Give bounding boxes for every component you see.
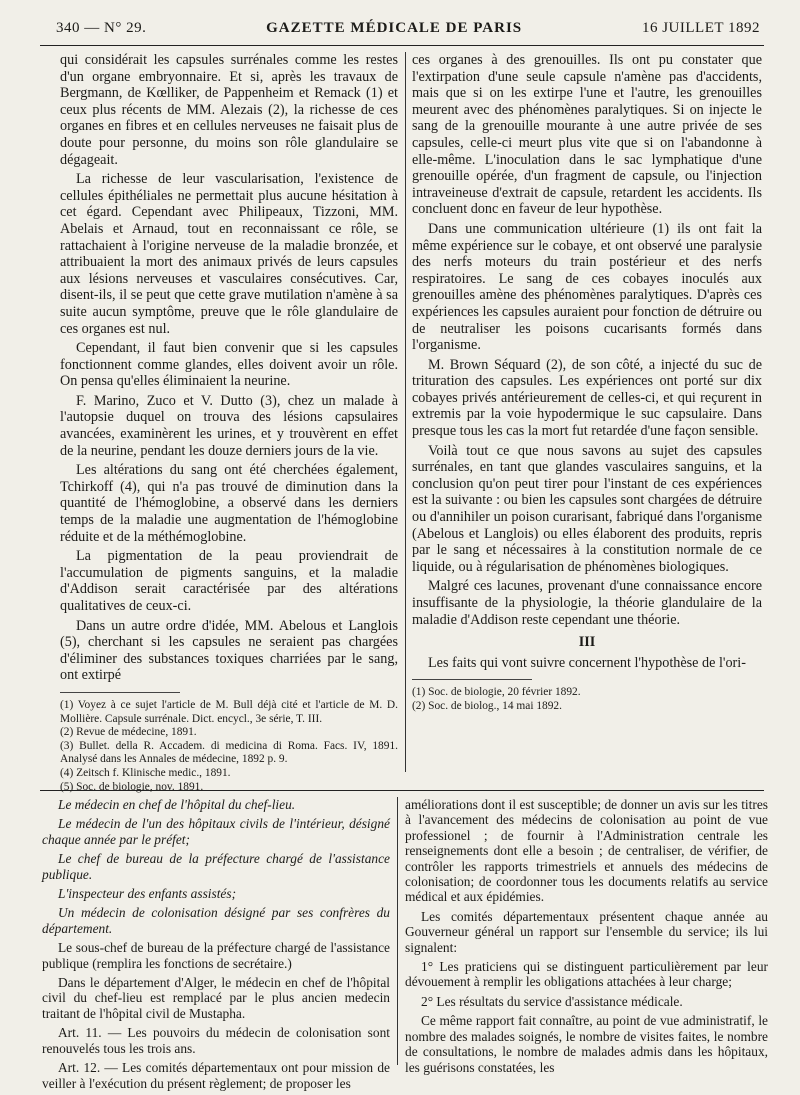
- paragraph: Le sous-chef de bureau de la préfecture chargé de l'assistance publique (remplira les fonctions de secrétaire.): [42, 940, 390, 971]
- lower-left-column: [42, 797, 390, 1095]
- header-rule: [40, 45, 764, 46]
- paragraph: Les faits qui vont suivre concernent l'hypothèse de l'ori-: [428, 654, 746, 671]
- paragraph: Le chef de bureau de la préfecture chargé de l'assistance publique.: [42, 851, 390, 882]
- paragraph: L'inspecteur des enfants assistés;: [58, 886, 237, 902]
- footnote: (1) Soc. de biologie, 20 février 1892.: [412, 686, 581, 699]
- page-header: [56, 20, 760, 42]
- paragraph: M. Brown Séquard (2), de son côté, a injecté du suc de trituration des capsules. Les expériences ont porté sur dix cobayes privés antérieurement de celles-ci, et qui reçurent in extremis par la voie hypodermique le suc capsulaire. Dans presque tous les cas la mort fut retardée d'une façon sensible.: [412, 356, 762, 440]
- footnote: (4) Zeitsch f. Klinische medic., 1891.: [60, 766, 231, 779]
- paragraph: Les altérations du sang ont été cherchées également, Tchirkoff (4), qui n'a pas trouvé de diminution dans la quantité de l'hémoglobine, a observé dans les derniers temps de la maladie une augmentation de l'hémoglobine réduite et de la méthémoglobine.: [60, 462, 398, 545]
- paragraph: Dans le département d'Alger, le médecin en chef de l'hôpital civil du chef-lieu est remplacé par le plus ancien medecin traitant de l'hôpital civil de Mustapha.: [42, 975, 390, 1021]
- paragraph: Art. 11. — Les pouvoirs du médecin de colonisation sont renouvelés tous les trois ans.: [42, 1025, 390, 1056]
- paragraph: 2° Les résultats du service d'assistance médicale.: [421, 993, 683, 1009]
- paragraph: Le médecin de l'un des hôpitaux civils de l'intérieur, désigné chaque année par le préfet;: [42, 816, 390, 847]
- paragraph: Un médecin de colonisation désigné par ses confrères du département.: [42, 905, 390, 936]
- section-numeral: III: [578, 634, 596, 651]
- footnote: (2) Soc. de biolog., 14 mai 1892.: [412, 699, 562, 712]
- page-number: 340 — N° 29.: [56, 20, 147, 36]
- paragraph: qui considérait les capsules surrénales comme les restes d'un organe embryonnaire. Et si, après les travaux de Bergmann, de Kœlliker, de Pappenheim et Remack (1) et ceux plus récents de MM. Alezais (2), la richesse de ces organes en fibres et en cellules nerveuses ne faisait plus de doute pour personne, du moins son rôle glandulaire se dégageait.: [60, 52, 398, 168]
- footnote-rule: [412, 679, 532, 680]
- paragraph: F. Marino, Zuco et V. Dutto (3), chez un malade à l'autopsie duquel on trouva des lésions capsulaires avancées, examinèrent les urines, et y trouvèrent en effet de la neurine, pendant les douze derniers jours de la vie.: [60, 392, 398, 459]
- footnote-rule: [60, 692, 180, 693]
- paragraph: Dans une communication ultérieure (1) ils ont fait la même expérience sur le cobaye, et ont observé une paralysie des nerfs moteurs du train postérieur et des nerfs respiratoires. Le sang de ces cobayes inoculés aux grenouilles amène des phénomènes paralytiques. D'après ces expériences les capsules auraient pour fonction de détruire ou de neutraliser les poisons cucarisants formés dans l'organisme.: [412, 220, 762, 354]
- issue-date: 16 JUILLET 1892: [641, 20, 760, 36]
- paragraph: Les comités départementaux présentent chaque année au Gouverneur général un rapport sur l'ensemble du service; ils lui signalent:: [405, 908, 768, 955]
- paragraph: Ce même rapport fait connaître, au point de vue administratif, le nombre des malades soignés, le nombre de visites faites, le nombre de consultations, le nombre de malades admis dans les hôpitaux, les guérisons constatées, les: [405, 1013, 768, 1075]
- journal-title: GAZETTE MÉDICALE DE PARIS: [266, 20, 523, 36]
- paragraph: ces organes à des grenouilles. Ils ont pu constater que l'extirpation d'une seule capsule n'amène pas d'accidents, mais que si on les extirpe l'une et l'autre, les grenouilles meurent avec des phénomènes paralytiques. Si on injecte le sang de la grenouille mourante à une autre privée de ses capsules, celle-ci meurt plus vite que si on l'abandonne à elle-même. L'inoculation dans le sac lymphatique d'une grenouille opérée, d'un fragment de capsule, ou l'injection intraveineuse d'extrait de capsule, retardent les accidents. Ils concluent donc en faveur de leur hypothèse.: [412, 52, 762, 218]
- paragraph: Dans un autre ordre d'idée, MM. Abelous et Langlois (5), cherchant si les capsules ne seraient pas chargées d'éliminer des substances toxiques charriées par le sang, ont extirpé: [60, 617, 398, 684]
- footnotes: [60, 699, 398, 794]
- paragraph: Art. 12. — Les comités départementaux ont pour mission de veiller à l'exécution du présent règlement; de proposer les: [42, 1060, 390, 1091]
- upper-right-column: [412, 52, 762, 714]
- footnote: (1) Voyez à ce sujet l'article de M. Bull déjà cité et l'article de M. D. Mollière. Capsule surrénale. Dict. encycl., 3e série, T. III.: [60, 698, 398, 725]
- paragraph: Le médecin en chef de l'hôpital du chef-lieu.: [58, 797, 296, 812]
- paragraph: Cependant, il faut bien convenir que si les capsules fonctionnent comme glandes, elles doivent avoir un rôle. On pensa qu'elles éliminaient la neurine.: [60, 340, 398, 390]
- lower-right-column: [405, 797, 768, 1079]
- paragraph: améliorations dont il est susceptible; de donner un avis sur les titres à l'avancement des médecins de colonisation au point de vue professionel ; de fournir à l'Administration centrale les renseignements dont elle a besoin ; de centraliser, de vérifier, de contrôler les rapports trimestriels et annuels des médecins de colonisation; de coordonner tous les documents relatifs au service médical et aux épidémies.: [405, 797, 768, 905]
- footnote: (2) Revue de médecine, 1891.: [60, 726, 197, 739]
- paragraph: La richesse de leur vascularisation, l'existence de cellules épithéliales ne permettait plus aucune hésitation à cet égard. Cependant avec Philipeaux, Tizzoni, MM. Abelais et Arnaud, tout en reconnaissant ce rôle, se rattachaient à l'origine nerveuse de la maladie bronzée, et attribuaient la mort des animaux privés de leurs capsules aux lésions nerveuses et vasculaires consécutives. Car, disent-ils, il se peut que cette grave mutilation n'amène à sa suite aucun symptôme, preuve que le rôle glandulaire de ces organes est nul.: [60, 171, 398, 337]
- paragraph: La pigmentation de la peau proviendrait de l'accumulation de pigments sanguins, et la maladie d'Addison serait caractérisée par des altérations qualitatives de ceux-ci.: [60, 548, 398, 614]
- footnote: (5) Soc. de biologie, nov. 1891.: [60, 780, 204, 793]
- section-rule: [40, 790, 764, 791]
- column-separator: [405, 52, 406, 772]
- footnote: (3) Bullet. della R. Accadem. di medicina di Roma. Facs. IV, 1891. Analysé dans les Annales de médecine, 1892 p. 9.: [60, 739, 398, 766]
- footnotes: [412, 686, 762, 713]
- upper-left-column: [60, 52, 398, 794]
- paragraph: 1° Les praticiens qui se distinguent particulièrement par leur dévouement à remplir les obligations attachées à leur charge;: [405, 959, 768, 990]
- paragraph: Malgré ces lacunes, provenant d'une connaissance encore insuffisante de la physiologie, la théorie glandulaire de la maladie d'Addison reste cependant une théorie.: [412, 578, 762, 628]
- paragraph: Voilà tout ce que nous savons au sujet des capsules surrénales, en tant que glandes vasculaires sanguins, et la conclusion qu'on peut tirer pour l'instant de ces expériences est la suivante : ou bien les capsules sont chargées de détruire ou d'annihiler un poison curarisant, fabriqué dans l'organisme (Abelous et Langlois) ou elles élaborent des produits, repris par le sang et nécessaires à la constitution normale de ce liquide, ou à régularisation de phénomènes biologiques.: [412, 442, 762, 575]
- column-separator: [397, 797, 398, 1065]
